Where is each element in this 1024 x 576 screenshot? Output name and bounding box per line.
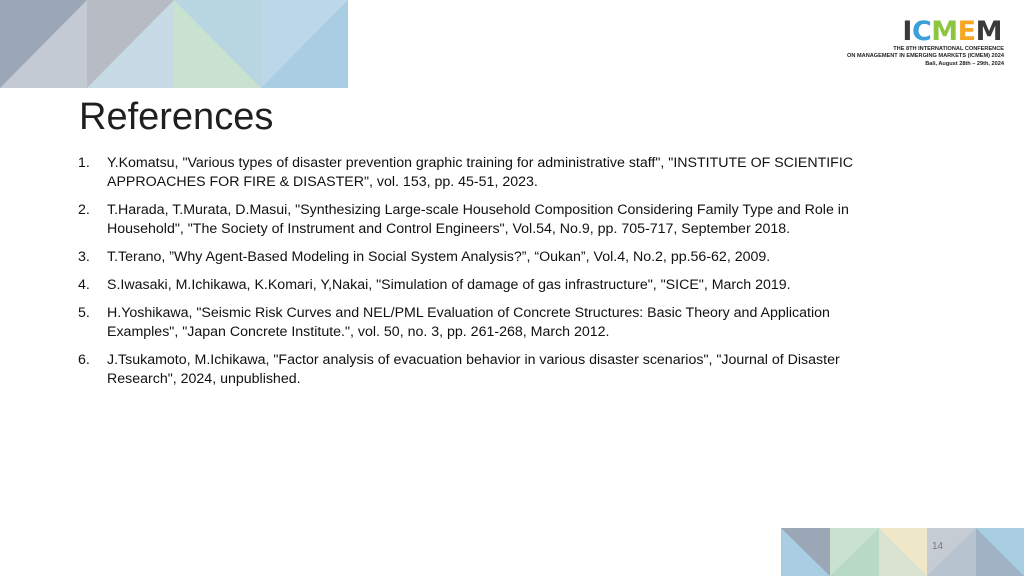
reference-item [78, 351, 938, 389]
reference-text-line: S.Iwasaki, M.Ichikawa, K.Komari, Y,Nakai, "Simulation of damage of gas infrastructure", "SICE", March 2019. [107, 277, 791, 293]
reference-number: 6. [78, 352, 90, 368]
reference-text-line: Y.Komatsu, "Various types of disaster prevention graphic training for administrative staff", "INSTITUTE OF SCIENTIFIC [107, 155, 854, 171]
reference-list [78, 154, 938, 398]
logo-letter-c: C [911, 16, 932, 47]
reference-text-line: Research", 2024, unpublished. [107, 371, 301, 387]
bottom-decorative-banner [781, 528, 1024, 576]
logo-letter-e: E [957, 16, 976, 47]
reference-text-line: T.Harada, T.Murata, D.Masui, "Synthesizing Large-scale Household Composition Considering Family Type and Role in [107, 202, 849, 218]
logo-letter-m2: M [975, 16, 1002, 47]
reference-number: 4. [78, 277, 90, 293]
logo-letter-i: I [902, 16, 912, 47]
logo-letter-m: M [931, 16, 958, 47]
reference-item [78, 304, 938, 342]
page-number: 14 [932, 541, 944, 552]
reference-text-line: T.Terano, ”Why Agent-Based Modeling in Social System Analysis?”, “Oukan”, Vol.4, No.2, pp.56-62, 2009. [107, 249, 771, 265]
reference-text-line: H.Yoshikawa, "Seismic Risk Curves and NEL/PML Evaluation of Concrete Structures: Basic Theory and Application [107, 305, 830, 321]
reference-number: 3. [78, 249, 90, 265]
reference-number: 1. [78, 155, 90, 171]
top-decorative-banner [0, 0, 348, 88]
reference-number: 2. [78, 202, 90, 218]
reference-item [78, 154, 938, 192]
logo-tagline-2: ON MANAGEMENT IN EMERGING MARKETS (ICMEM) 2024 [847, 53, 1004, 60]
logo-tagline-1: THE 8TH INTERNATIONAL CONFERENCE [893, 46, 1004, 52]
reference-number: 5. [78, 305, 90, 321]
reference-text-line: Examples", "Japan Concrete Institute.", vol. 50, no. 3, pp. 261-268, March 2012. [107, 324, 610, 340]
slide-title: References [79, 96, 274, 138]
reference-item [78, 201, 938, 239]
reference-text-line: J.Tsukamoto, M.Ichikawa, "Factor analysis of evacuation behavior in various disaster scenarios", "Journal of Disaster [107, 352, 840, 368]
conference-logo [804, 18, 1004, 68]
logo-tagline-3: Bali, August 28th – 29th, 2024 [925, 60, 1004, 67]
reference-text-line: Household", "The Society of Instrument and Control Engineers", Vol.54, No.9, pp. 705-717, September 2018. [107, 221, 791, 237]
reference-text-line: APPROACHES FOR FIRE & DISASTER", vol. 153, pp. 45-51, 2023. [107, 174, 538, 190]
reference-item [78, 248, 938, 267]
logo-wordmark [804, 18, 1002, 46]
reference-item [78, 276, 938, 295]
